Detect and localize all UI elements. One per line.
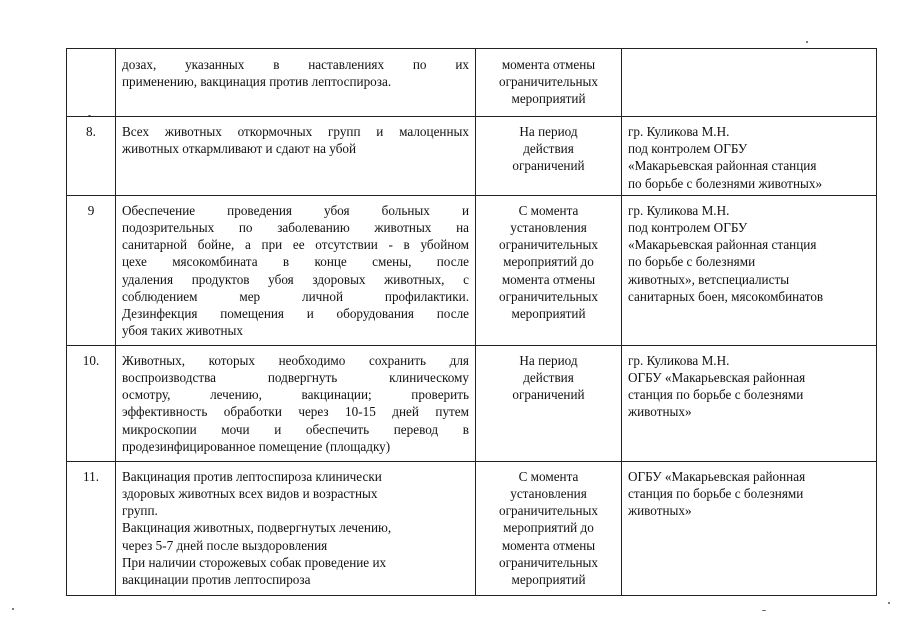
responsible-cell: [622, 117, 877, 196]
action-cell: [116, 345, 476, 461]
responsible-line: станция по борьбе с болезнями: [628, 387, 804, 403]
responsible-line: гр. Куликова М.Н.: [628, 124, 730, 139]
responsible-cell: [622, 195, 877, 345]
responsible-line: животных»: [628, 503, 692, 519]
action-line: через 5-7 дней после выздоровления: [122, 537, 328, 553]
action-line: Всех животных откормочных групп и малоценных: [122, 124, 469, 139]
responsible-line: по борьбе с болезнями животных»: [628, 175, 823, 191]
period-line: момента отмены: [501, 271, 596, 287]
action-cell: [116, 461, 476, 595]
row-number: [67, 49, 116, 117]
period-line: действия: [523, 141, 574, 157]
action-line: Обеспечение проведения убоя больных и: [122, 202, 469, 218]
period-line: мероприятий: [511, 306, 586, 322]
action-line: Вакцинация против лептоспироза клинически: [122, 468, 382, 484]
action-line: Животных, которых необходимо сохранить для: [122, 352, 469, 368]
period-line: ограничительных: [499, 503, 598, 519]
action-line: Дезинфекция помещения и оборудования после: [122, 306, 469, 322]
responsible-line: гр. Куликова М.Н.: [628, 352, 730, 368]
responsible-cell: [622, 461, 877, 595]
action-line: соблюдением мер личной профилактики.: [122, 288, 469, 304]
responsible-line: ОГБУ «Макарьевская районная: [628, 370, 806, 386]
action-line: подозрительных по заболеванию животных на: [122, 220, 469, 236]
action-line: воспроизводства подвергнуть клиническому: [122, 370, 469, 386]
responsible-line: «Макарьевская районная станция: [628, 237, 817, 253]
action-line: дозах, указанных в наставлениях по их: [122, 57, 469, 72]
period-line: ограничительных: [499, 237, 598, 253]
period-cell: [476, 195, 622, 345]
action-line: убоя таких животных: [122, 323, 243, 339]
responsible-line: санитарных боен, мясокомбинатов: [628, 288, 824, 304]
table-row: [67, 117, 877, 196]
scan-speck: [888, 602, 890, 604]
responsible-line: станция по борьбе с болезнями: [628, 486, 804, 502]
table-row: [67, 461, 877, 595]
period-line: ограничительных: [499, 554, 598, 570]
action-line: животных откармливают и сдают на убой: [122, 141, 357, 157]
period-line: мероприятий до: [503, 254, 594, 270]
action-cell: [116, 117, 476, 196]
period-line: На период: [519, 352, 578, 368]
table-row: [67, 345, 877, 461]
action-line: вакцинации против лептоспироза: [122, 572, 311, 588]
action-line: применению, вакцинация против лептоспироза.: [122, 74, 392, 90]
period-line: установления: [510, 486, 587, 502]
period-line: ограничений: [512, 158, 585, 174]
period-line: действия: [523, 370, 574, 386]
period-line: ограничительных: [499, 74, 598, 90]
row-number: 10.: [67, 345, 116, 461]
period-line: мероприятий: [511, 572, 586, 588]
period-cell: [476, 345, 622, 461]
action-line: цехе мясокомбината в конце смены, после: [122, 254, 469, 270]
scan-speck: [806, 41, 808, 43]
table-row: [67, 195, 877, 345]
period-line: мероприятий до: [503, 520, 594, 536]
action-cell: [116, 195, 476, 345]
scan-speck: [762, 610, 766, 611]
responsible-line: животных»: [628, 404, 692, 420]
action-line: При наличии сторожевых собак проведение их: [122, 554, 387, 570]
responsible-line: по борьбе с болезнями: [628, 254, 756, 270]
period-line: ограничений: [512, 387, 585, 403]
row-number: 9: [67, 195, 116, 345]
period-cell: [476, 49, 622, 117]
action-line: эффективность обработки через 10-15 дней путем: [122, 404, 469, 420]
responsible-line: ОГБУ «Макарьевская районная: [628, 468, 806, 484]
period-line: ограничительных: [499, 288, 598, 304]
table-row: [67, 49, 877, 117]
responsible-line: животных», ветспециалисты: [628, 271, 790, 287]
action-line: групп.: [122, 503, 158, 519]
scan-speck: [12, 608, 14, 610]
period-line: установления: [510, 220, 587, 236]
row-number: 11.: [67, 461, 116, 595]
responsible-line: под контролем ОГБУ: [628, 220, 748, 236]
action-cell: [116, 49, 476, 117]
action-line: удаления продуктов убоя здоровых животных, с: [122, 271, 469, 287]
responsible-cell: [622, 49, 877, 117]
measures-table: [66, 48, 877, 596]
responsible-cell: [622, 345, 877, 461]
responsible-line: «Макарьевская районная станция: [628, 158, 817, 174]
row-number: 8.: [67, 117, 116, 196]
period-line: момента отмены: [501, 537, 596, 553]
action-line: микроскопии мочи и обеспечить перевод в: [122, 421, 469, 437]
action-line: продезинфицированное помещение (площадку): [122, 438, 391, 454]
action-line: Вакцинация животных, подвергнутых лечению,: [122, 520, 392, 536]
period-line: мероприятий: [511, 91, 586, 107]
action-line: здоровых животных всех видов и возрастных: [122, 486, 378, 502]
period-cell: [476, 461, 622, 595]
scan-speck: [88, 115, 91, 116]
period-line: На период: [519, 124, 578, 139]
responsible-line: под контролем ОГБУ: [628, 141, 748, 157]
period-line: С момента: [518, 468, 579, 484]
period-cell: [476, 117, 622, 196]
action-line: санитарной бойне, а при ее отсутствии - в убойном: [122, 237, 469, 253]
period-line: момента отмены: [501, 57, 596, 72]
period-line: С момента: [518, 202, 579, 218]
action-line: осмотру, лечению, вакцинации; проверить: [122, 387, 469, 403]
responsible-line: гр. Куликова М.Н.: [628, 202, 730, 218]
